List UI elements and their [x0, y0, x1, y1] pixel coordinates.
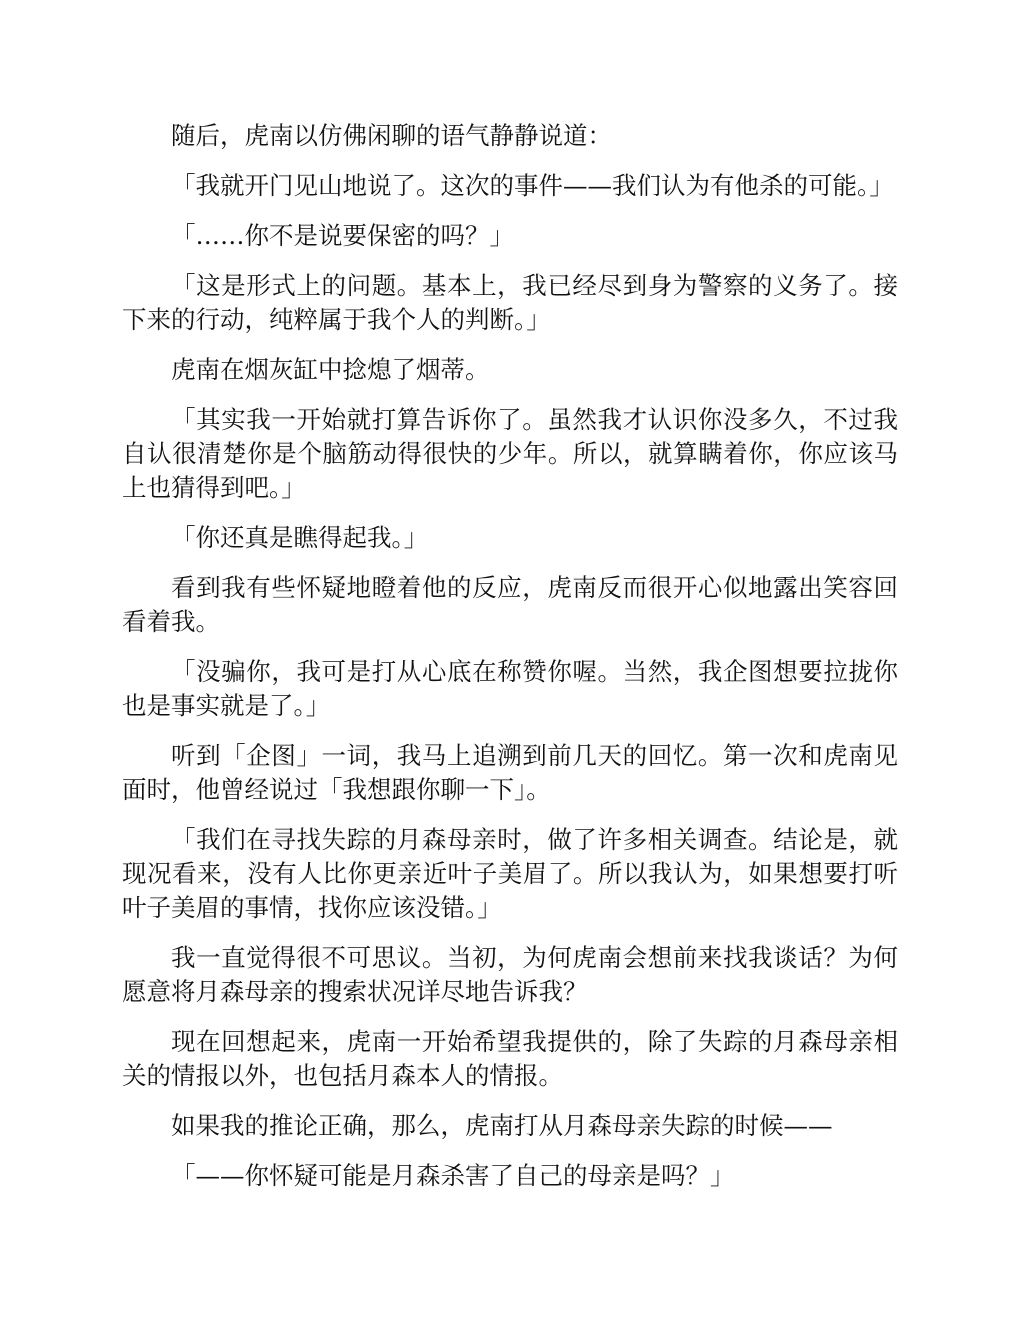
dialogue-paragraph: 「我们在寻找失踪的月森母亲时，做了许多相关调查。结论是，就现况看来，没有人比你更亲近叶子美眉了。所以我认为，如果想要打听叶子美眉的事情，找你应该没错。」 [122, 825, 898, 922]
dialogue-paragraph: 「我就开门见山地说了。这次的事件——我们认为有他杀的可能。」 [171, 171, 894, 200]
paragraph: 听到「企图」一词，我马上追溯到前几天的回忆。第一次和虎南见面时，他曾经说过「我想跟你聊一下」。 [122, 741, 898, 804]
novel-text-body [122, 119, 898, 1209]
dialogue-paragraph: 「这是形式上的问题。基本上，我已经尽到身为警察的义务了。接下来的行动，纯粹属于我个人的判断。」 [122, 271, 898, 334]
paragraph: 虎南在烟灰缸中捻熄了烟蒂。 [171, 355, 490, 384]
dialogue-paragraph: 「其实我一开始就打算告诉你了。虽然我才认识你没多久，不过我自认很清楚你是个脑筋动得很快的少年。所以，就算瞒着你，你应该马上也猜得到吧。」 [122, 405, 898, 502]
paragraph: 我一直觉得很不可思议。当初，为何虎南会想前来找我谈话？为何愿意将月森母亲的搜索状况详尽地告诉我？ [122, 943, 898, 1006]
paragraph: 如果我的推论正确，那么，虎南打从月森母亲失踪的时候—— [171, 1111, 833, 1140]
dialogue-paragraph: 「……你不是说要保密的吗？」 [171, 221, 514, 250]
dialogue-paragraph: 「你还真是瞧得起我。」 [171, 523, 429, 552]
paragraph: 随后，虎南以仿佛闲聊的语气静静说道： [171, 121, 612, 150]
dialogue-paragraph: 「——你怀疑可能是月森杀害了自己的母亲是吗？」 [171, 1161, 735, 1190]
paragraph: 看到我有些怀疑地瞪着他的反应，虎南反而很开心似地露出笑容回看着我。 [122, 573, 898, 636]
paragraph: 现在回想起来，虎南一开始希望我提供的，除了失踪的月森母亲相关的情报以外，也包括月森本人的情报。 [122, 1027, 898, 1090]
dialogue-paragraph: 「没骗你，我可是打从心底在称赞你喔。当然，我企图想要拉拢你也是事实就是了。」 [122, 657, 898, 720]
